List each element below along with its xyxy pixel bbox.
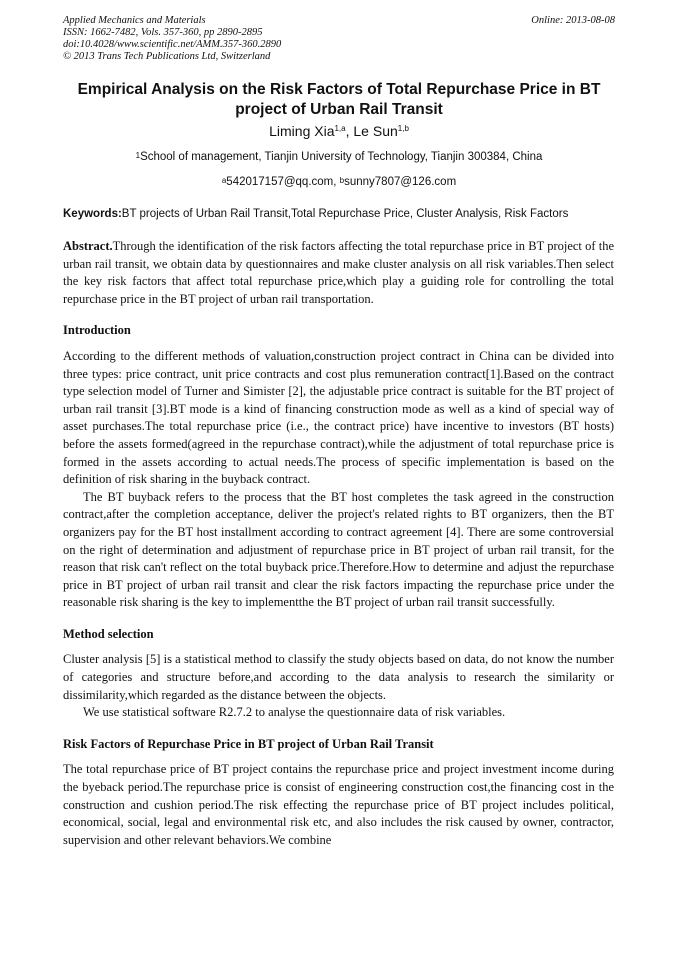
author-2-affil-mark: 1,b — [397, 124, 409, 133]
email-a-mark: a — [221, 176, 227, 185]
affiliation-text: School of management, Tianjin University of Technology, Tianjin 300384, China — [140, 151, 543, 163]
abstract-text: Through the identification of the risk factors affecting the total repurchase price in BT project of the urban rail transit, we obtain data by questionnaires and make cluster analysis on all risk variables.Then select the key risk factors that affect total repurchase price,which play a guiding role for controlling the total repurchase price in the BT project of urban rail transportation. — [63, 239, 614, 306]
email-separator: , — [333, 176, 340, 188]
introduction-paragraph-2: The BT buyback refers to the process that the BT host completes the task agreed in the construction contract,after the completion acceptance, deliver the project's related rights to BT organizers, then the BT organizers pay for the BT host installment according to contract agreement [4]. There are some controversial on the right of determination and adjustment of repurchase price in BT project of urban rail transit, for the reason that risk can't reflect on the total buyback price.Therefore.How to determine and adjust the repurchase price in BT project of urban rail transit and clear the risk factors impacting the repurchase price under the reasonable risk sharing is the key to implementthe the BT project of urban rail transit successfully. — [63, 489, 614, 610]
paper-title: Empirical Analysis on the Risk Factors of Total Repurchase Price in BT project of Urban Rail Transit — [77, 81, 601, 118]
method-paragraph-1: Cluster analysis [5] is a statistical method to classify the study objects based on data, do not know the number of categories and structure before,and according to the data analysis to research the similarity or dissimilarity,which regarded as the distance between the objects. — [63, 652, 614, 702]
keywords-text: BT projects of Urban Rail Transit,Total Repurchase Price, Cluster Analysis, Risk Factors — [121, 208, 569, 220]
method-heading: Method selection — [63, 626, 154, 641]
risk-factors-heading: Risk Factors of Repurchase Price in BT project of Urban Rail Transit — [63, 736, 434, 751]
author-emails — [60, 175, 618, 190]
abstract-label: Abstract. — [63, 239, 113, 253]
doi-line: doi:10.4028/www.scientific.net/AMM.357-360.2890 — [63, 39, 282, 50]
author-1-name: Liming Xia — [269, 123, 335, 139]
author-list — [60, 122, 618, 140]
introduction-heading: Introduction — [63, 323, 131, 338]
keywords-label: Keywords: — [63, 208, 122, 220]
author-1-affil-mark: 1,a — [334, 124, 346, 133]
abstract — [63, 238, 614, 308]
risk-factors-paragraph-1: The total repurchase price of BT project contains the repurchase price and project investment income during the byeback period.The repurchase price is consist of engineering construction cost,the financing cost in the construction and cushion period.The risk effecting the repurchase price of BT project includes political, economical, social, legal and environmental risk etc, and also includes the risk caused by owner, contractor, supervision and other relevant behaviors.We combine — [63, 762, 614, 847]
author-2-name: Le Sun — [353, 123, 398, 139]
email-b[interactable]: sunny7807@126.com — [344, 176, 457, 188]
method-paragraph-2: We use statistical software R2.7.2 to analyse the questionnaire data of risk variables. — [83, 705, 506, 720]
email-b-mark: b — [339, 176, 345, 185]
journal-name: Applied Mechanics and Materials — [63, 15, 206, 26]
introduction-paragraph-1: According to the different methods of valuation,construction project contract in China can be divided into three types: price contract, unit price contracts and cost plus remuneration contract[1].Based on the contract type selection model of Turner and Simister [2], the adjustable price contract is suitable for the BT project of urban rail transit [3].BT mode is a kind of financing construction mode as well as a kind of special way of asset purchases.The total repurchase price (i.e., the contract price) have incentive to investors (BT hosts) before the assets formed(agreed in the repurchase contract),while the adjustment of total repurchase price is formed in the assets according to actual needs.The process of specific implementation is based on the definition of risk sharing in the buyback contract. — [63, 348, 614, 487]
affiliation-mark: 1 — [135, 151, 141, 160]
email-a[interactable]: 542017157@qq.com — [226, 176, 334, 188]
online-date: Online: 2013-08-08 — [531, 15, 615, 26]
keywords — [63, 207, 623, 222]
affiliation — [60, 150, 618, 165]
author-separator: , — [345, 123, 354, 139]
issn-line: ISSN: 1662-7482, Vols. 357-360, pp 2890-2895 — [63, 27, 263, 38]
paper-body — [63, 238, 614, 849]
copyright-line: © 2013 Trans Tech Publications Ltd, Switzerland — [63, 51, 271, 62]
journal-header — [63, 15, 615, 63]
